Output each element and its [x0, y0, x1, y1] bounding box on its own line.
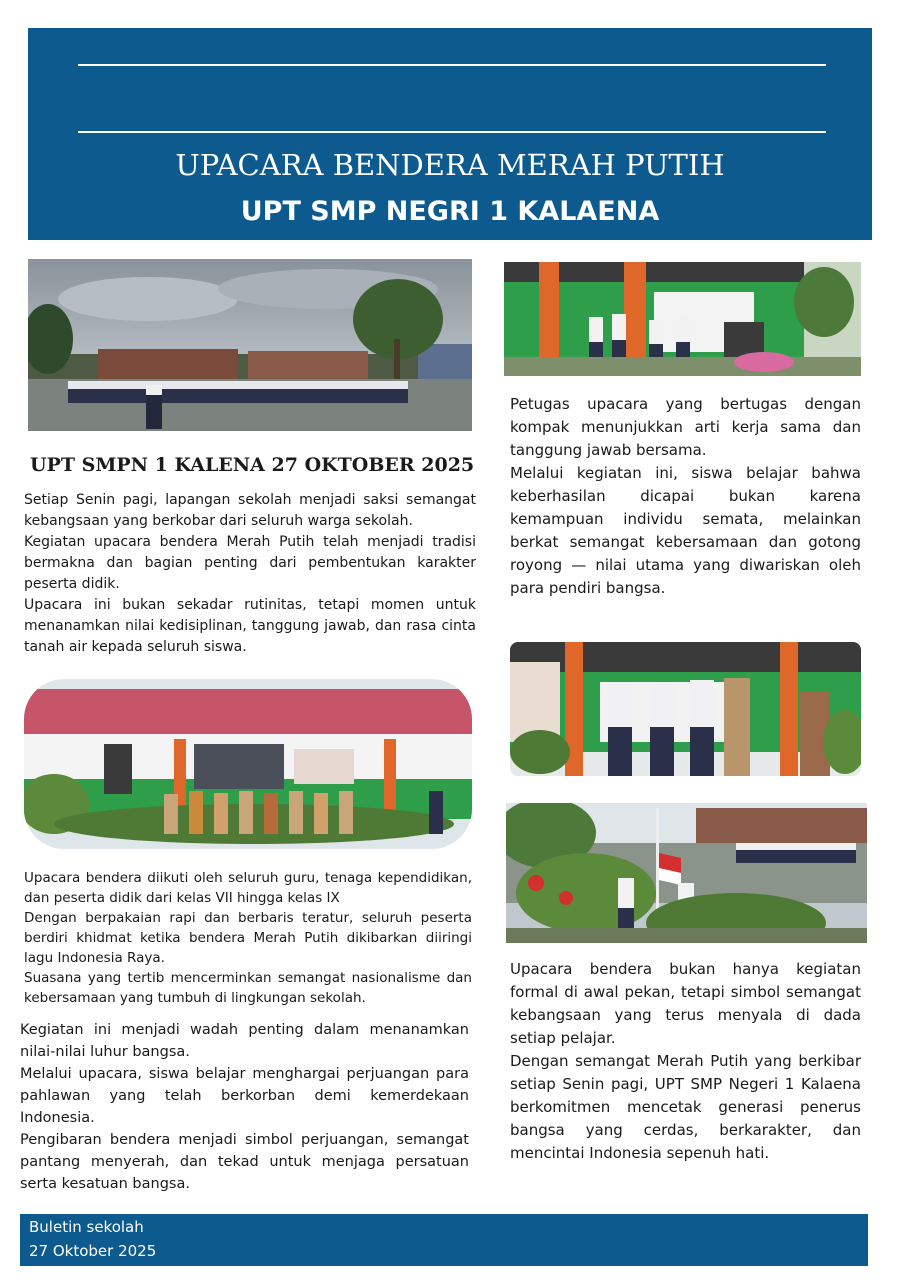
page-title: UPACARA BENDERA MERAH PUTIH	[175, 148, 725, 182]
paragraph: Upacara bendera bukan hanya kegiatan formal di awal pekan, tetapi simbol semangat kebangsaan yang terus menyala di dada setiap pelajar.	[510, 960, 861, 1047]
paragraph: Petugas upacara yang bertugas dengan kompak menunjukkan arti kerja sama dan tanggung jawab bersama.	[510, 395, 861, 459]
section-heading: UPT SMPN 1 KALENA 27 OKTOBER 2025	[30, 454, 475, 476]
header-rule-top	[78, 64, 826, 66]
photo-flag-raising	[506, 803, 867, 943]
header-banner	[28, 28, 872, 240]
closing-right-text	[510, 958, 861, 1165]
header-rule-bottom	[78, 131, 826, 133]
officers-text	[510, 393, 861, 600]
paragraph: Dengan semangat Merah Putih yang berkibar setiap Senin pagi, UPT SMP Negeri 1 Kalaena berkomitmen mencetak generasi penerus bangsa yang cerdas, berkarakter, dan mencintai Indonesia sepenuh hati.	[510, 1052, 861, 1162]
footer-label: Buletin sekolah	[29, 1218, 144, 1236]
photo-teachers-building	[24, 679, 472, 849]
paragraph: Upacara ini bukan sekadar rutinitas, tetapi momen untuk menanamkan nilai kedisiplinan, tanggung jawab, dan rasa cinta tanah air kepada seluruh siswa.	[24, 597, 476, 655]
paragraph: Upacara bendera diikuti oleh seluruh guru, tenaga kependidikan, dan peserta didik dari kelas VII hingga kelas IX	[24, 870, 472, 906]
photo-ceremony-officers	[504, 262, 861, 376]
paragraph: Suasana yang tertib mencerminkan semangat nasionalisme dan kebersamaan yang tumbuh di lingkungan sekolah.	[24, 970, 472, 1006]
intro-text	[24, 490, 476, 658]
paragraph: Dengan berpakaian rapi dan berbaris teratur, seluruh peserta berdiri khidmat ketika bendera Merah Putih dikibarkan diiringi lagu Indonesia Raya.	[24, 910, 472, 966]
paragraph: Melalui kegiatan ini, siswa belajar bahwa keberhasilan dicapai bukan karena kemampuan individu semata, melainkan berkat semangat kebersamaan dan gotong royong — nilai utama yang diwariskan oleh para pendiri bangsa.	[510, 464, 861, 597]
paragraph: Melalui upacara, siswa belajar menghargai perjuangan para pahlawan yang telah berkorban demi kemerdekaan Indonesia.	[20, 1066, 469, 1126]
paragraph: Setiap Senin pagi, lapangan sekolah menjadi saksi semangat kebangsaan yang berkobar dari seluruh warga sekolah.	[24, 492, 476, 529]
page-subtitle: UPT SMP NEGRI 1 KALAENA	[240, 196, 660, 227]
participants-text	[24, 868, 472, 1008]
photo-award-students	[510, 642, 861, 776]
paragraph: Kegiatan ini menjadi wadah penting dalam menanamkan nilai-nilai luhur bangsa.	[20, 1022, 469, 1060]
footer-date: 27 Oktober 2025	[29, 1242, 157, 1260]
paragraph: Kegiatan upacara bendera Merah Putih telah menjadi tradisi bermakna dan bagian penting dari pembentukan karakter peserta didik.	[24, 534, 476, 592]
footer-bar	[20, 1214, 868, 1266]
paragraph: Pengibaran bendera menjadi simbol perjuangan, semangat pantang menyerah, dan tekad untuk menjaga persatuan serta kesatuan bangsa.	[20, 1132, 469, 1192]
photo-assembly-field	[28, 259, 472, 431]
values-text	[20, 1019, 469, 1195]
